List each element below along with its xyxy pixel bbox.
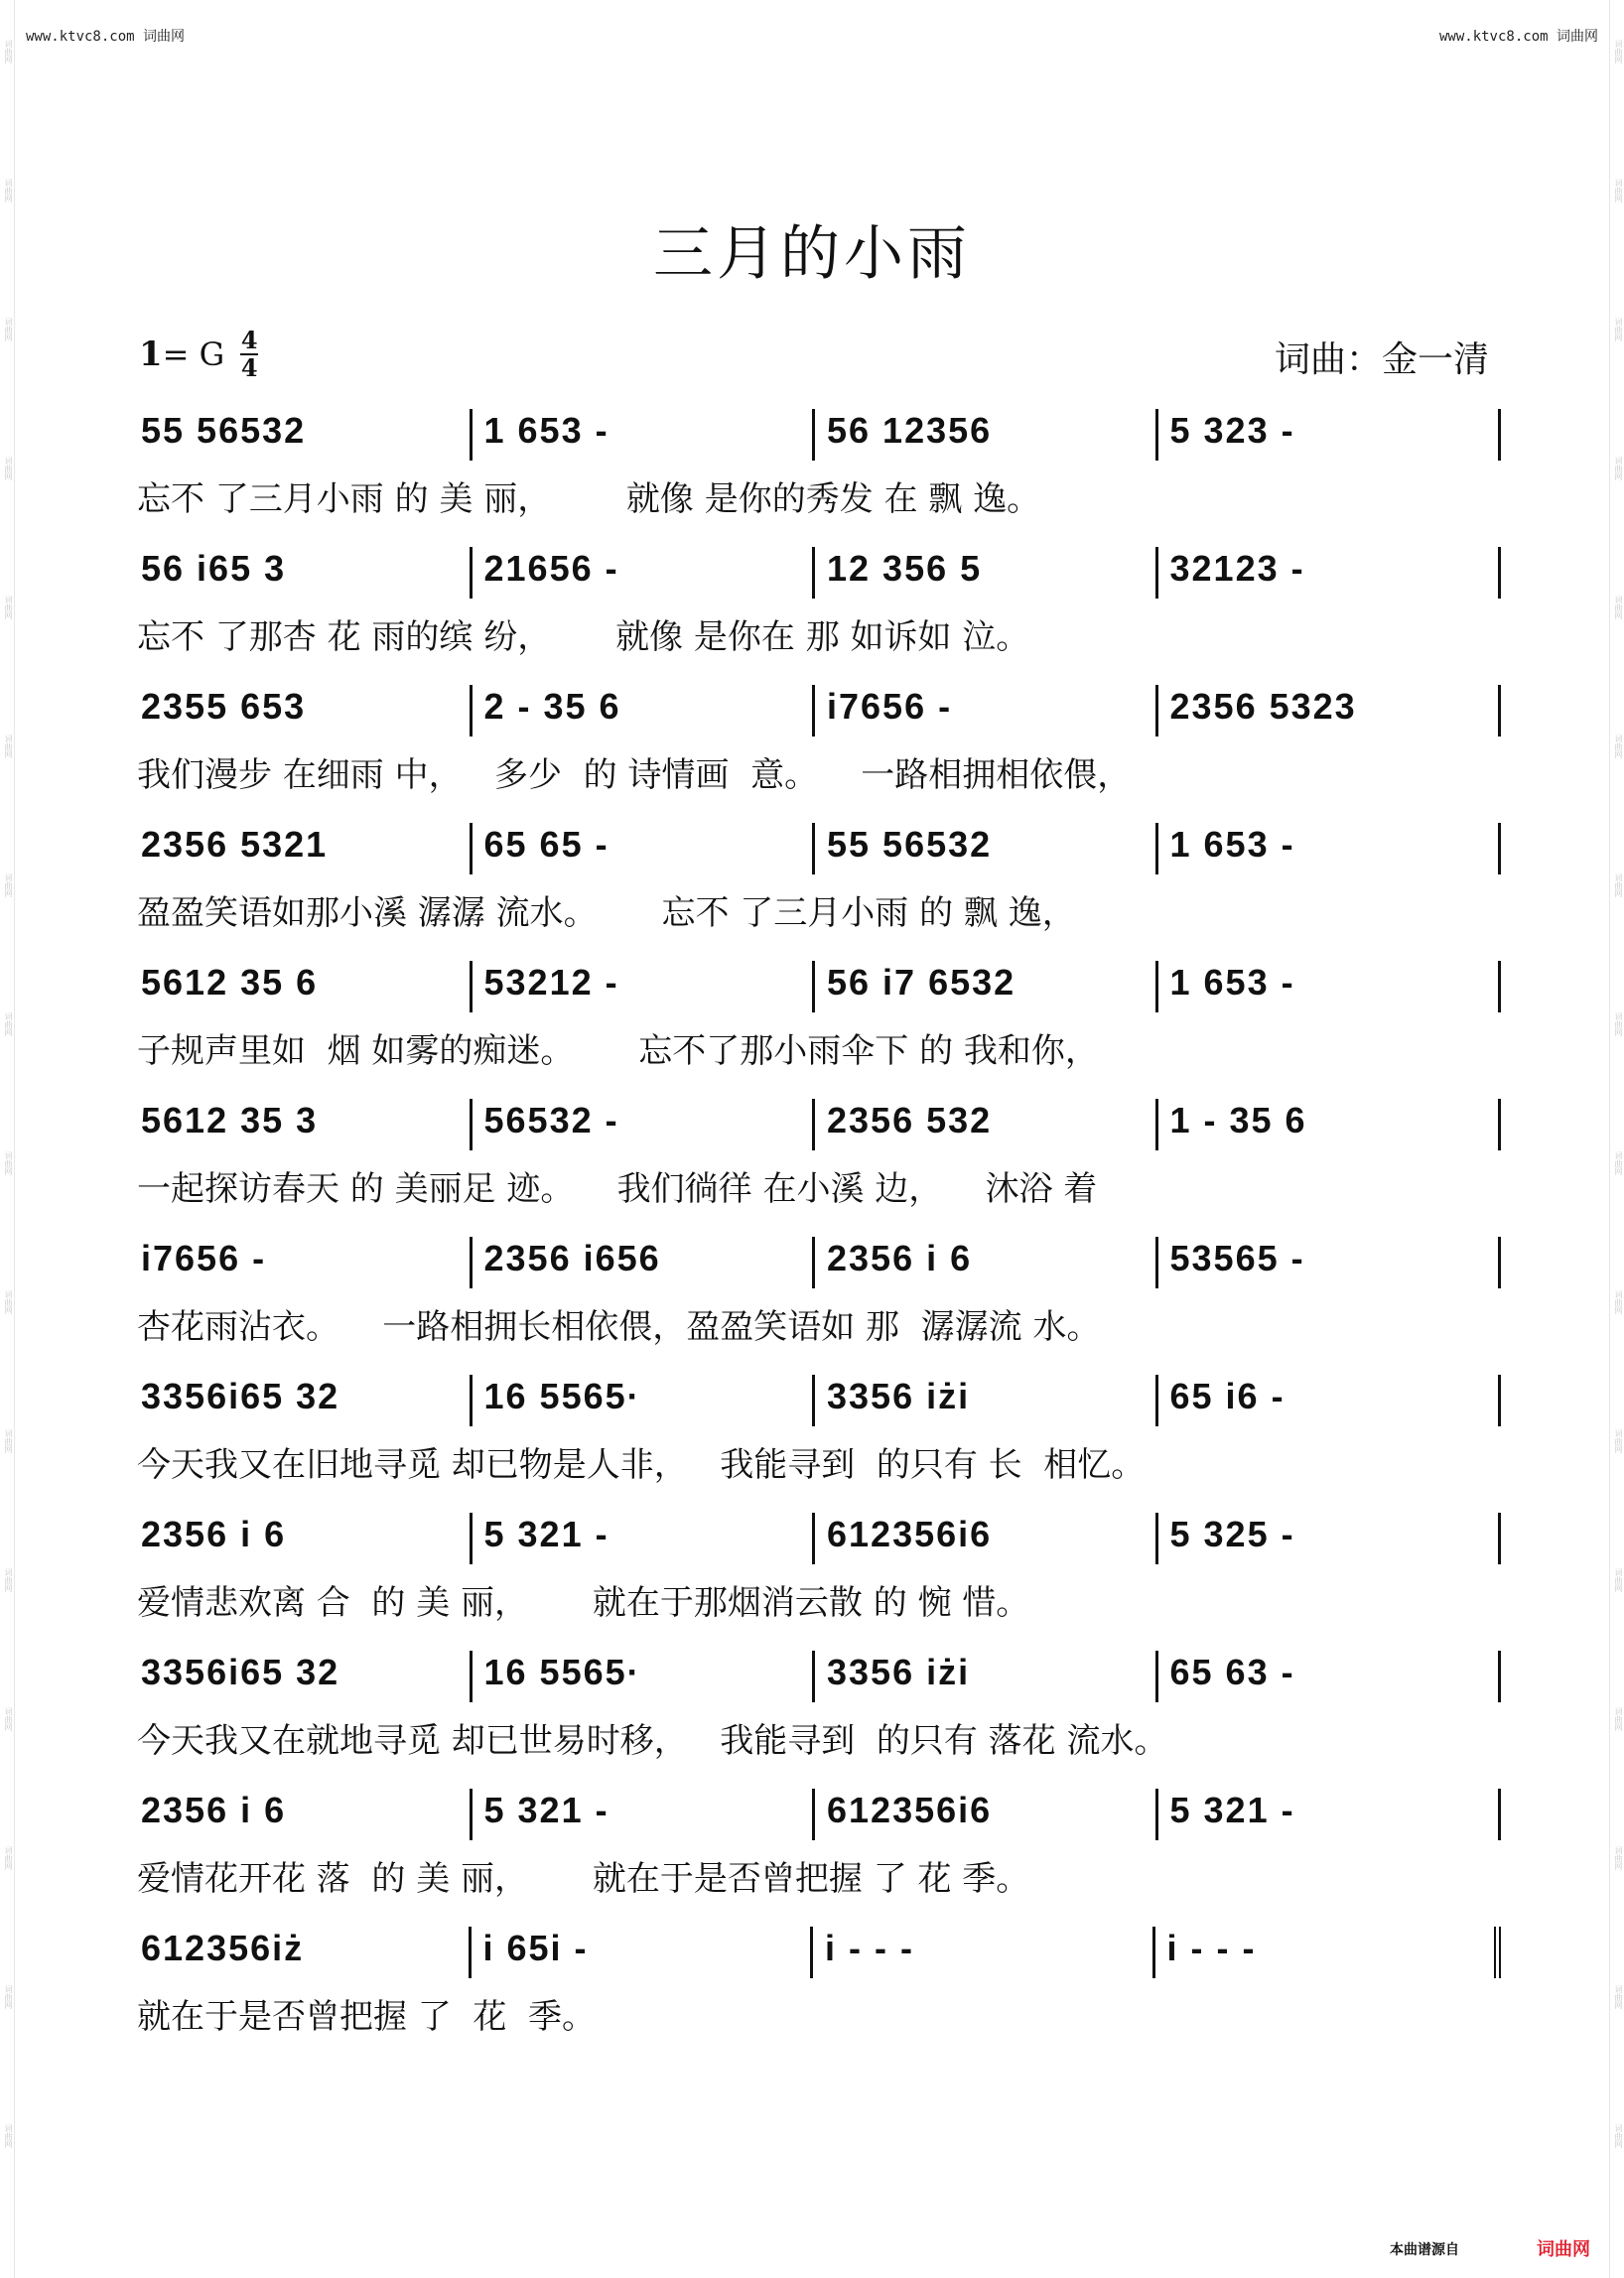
notation-row: [141, 547, 1501, 603]
measure: 2356 i656: [473, 1237, 816, 1288]
measure: 3356i65 32: [141, 1375, 473, 1426]
measure: 5 321 -: [1158, 1789, 1502, 1840]
lyric-line: 忘不 了三月小雨 的 美 丽， 就像 是你的秀发 在 飘 逸。: [137, 479, 1041, 519]
measure: 612356iż: [141, 1927, 472, 1978]
measure: 1 653 -: [473, 409, 816, 461]
measure: 32123 -: [1158, 547, 1502, 599]
measure: 53212 -: [473, 961, 816, 1012]
notation-row: [141, 685, 1501, 740]
measure: 1 653 -: [1158, 823, 1502, 874]
edge-watermark: 词曲网: [1614, 40, 1623, 64]
measure: i - - -: [1155, 1927, 1502, 1978]
lyric-line: 忘不 了那杏 花 雨的缤 纷， 就像 是你在 那 如诉如 泣。: [137, 617, 1030, 657]
notation-row: [141, 1927, 1501, 1982]
edge-watermark: 词曲网: [1614, 457, 1623, 480]
time-top: 4: [240, 326, 258, 354]
edge-watermark: 词曲网: [1614, 735, 1623, 758]
measure: i 65i -: [472, 1927, 814, 1978]
measure: 2356 5323: [1158, 685, 1502, 737]
lyric-line: 盈盈笑语如那小溪 潺潺 流水。 忘不 了三月小雨 的 飘 逸，: [137, 893, 1076, 933]
song-title: 三月的小雨: [653, 219, 971, 289]
measure: 53565 -: [1158, 1237, 1502, 1288]
edge-watermark: 词曲网: [1614, 1846, 1623, 1870]
measure: 3356i65 32: [141, 1651, 473, 1702]
measure: 65 65 -: [473, 823, 816, 874]
measure: 1 - 35 6: [1158, 1099, 1502, 1150]
measure: 612356i6: [815, 1789, 1158, 1840]
measure: i7656 -: [815, 685, 1158, 737]
notation-row: [141, 1789, 1501, 1844]
measure: 56532 -: [473, 1099, 816, 1150]
notation-row: [141, 823, 1501, 878]
lyric-line: 就在于是否曾把握 了 花 季。: [137, 1997, 597, 2037]
measure: 2 - 35 6: [473, 685, 816, 737]
measure: 16 5565·: [473, 1651, 816, 1702]
edge-watermark: 词曲网: [4, 457, 13, 480]
edge-watermark: 词曲网: [1614, 318, 1623, 341]
measure: 2356 532: [815, 1099, 1158, 1150]
measure: 56 i65 3: [141, 547, 473, 599]
right-edge-strip: [1609, 0, 1624, 2278]
edge-watermark: 词曲网: [1614, 1012, 1623, 1036]
measure: 612356i6: [815, 1513, 1158, 1564]
measure: 2356 5321: [141, 823, 473, 874]
notation-row: [141, 1099, 1501, 1154]
edge-watermark: 词曲网: [4, 1290, 13, 1314]
lyric-line: 我们漫步 在细雨 中， 多少 的 诗情画 意。 一路相拥相依偎，: [137, 755, 1132, 795]
time-bottom: 4: [240, 353, 258, 382]
edge-watermark: 词曲网: [4, 1846, 13, 1870]
edge-watermark: 词曲网: [1614, 1290, 1623, 1314]
left-edge-strip: [0, 0, 15, 2278]
edge-watermark: 词曲网: [1614, 1429, 1623, 1453]
edge-watermark: 词曲网: [1614, 873, 1623, 897]
edge-watermark: 词曲网: [1614, 1985, 1623, 2009]
notation-row: [141, 409, 1501, 465]
edge-watermark: 词曲网: [4, 1985, 13, 2009]
measure: 16 5565·: [473, 1375, 816, 1426]
measure: 2356 i 6: [141, 1513, 473, 1564]
site-header-left[interactable]: www.ktvc8.com 词曲网: [26, 29, 186, 45]
lyric-line: 今天我又在旧地寻觅 却已物是人非， 我能寻到 的只有 长 相忆。: [137, 1445, 1146, 1485]
measure: 5612 35 3: [141, 1099, 473, 1150]
edge-watermark: 词曲网: [4, 1568, 13, 1592]
footer-site-label[interactable]: 词曲网: [1537, 2239, 1590, 2260]
measure: 5 321 -: [473, 1789, 816, 1840]
measure: 2356 i 6: [815, 1237, 1158, 1288]
measure: 12 356 5: [815, 547, 1158, 599]
measure: 65 63 -: [1158, 1651, 1502, 1702]
lyric-line: 杏花雨沾衣。 一路相拥长相依偎，盈盈笑语如 那 潺潺流 水。: [137, 1307, 1101, 1347]
measure: 21656 -: [473, 547, 816, 599]
lyric-line: 一起探访春天 的 美丽足 迹。 我们徜徉 在小溪 边， 沐浴 着: [137, 1169, 1098, 1209]
time-signature: [240, 328, 258, 381]
edge-watermark: 词曲网: [4, 318, 13, 341]
measure: 5 325 -: [1158, 1513, 1502, 1564]
measure: 56 i7 6532: [815, 961, 1158, 1012]
footer-source-label: 本曲谱源自: [1390, 2242, 1459, 2258]
edge-watermark: 词曲网: [4, 1151, 13, 1175]
key-name: = G: [162, 335, 225, 373]
edge-watermark: 词曲网: [4, 735, 13, 758]
edge-watermark: 词曲网: [1614, 1568, 1623, 1592]
measure: i7656 -: [141, 1237, 473, 1288]
measure: 56 12356: [815, 409, 1158, 461]
edge-watermark: 词曲网: [4, 40, 13, 64]
lyric-line: 爱情花开花 落 的 美 丽， 就在于是否曾把握 了 花 季。: [137, 1859, 1030, 1899]
key-signature: [139, 328, 258, 381]
measure: 3356 iżi: [815, 1651, 1158, 1702]
author: 词曲：金一清: [1274, 339, 1489, 380]
measure: 5612 35 6: [141, 961, 473, 1012]
edge-watermark: 词曲网: [4, 1012, 13, 1036]
notation-row: [141, 1375, 1501, 1430]
edge-watermark: 词曲网: [4, 1707, 13, 1731]
notation-row: [141, 1513, 1501, 1568]
measure: i - - -: [813, 1927, 1155, 1978]
key-one: 1: [139, 335, 163, 374]
lyric-line: 子规声里如 烟 如雾的痴迷。 忘不了那小雨伞下 的 我和你，: [137, 1031, 1099, 1071]
site-header-right[interactable]: www.ktvc8.com 词曲网: [1438, 29, 1598, 45]
edge-watermark: 词曲网: [4, 1429, 13, 1453]
measure: 2355 653: [141, 685, 473, 737]
measure: 55 56532: [141, 409, 473, 461]
edge-watermark: 词曲网: [1614, 179, 1623, 202]
edge-watermark: 词曲网: [4, 873, 13, 897]
edge-watermark: 词曲网: [4, 2124, 13, 2148]
edge-watermark: 词曲网: [1614, 1151, 1623, 1175]
edge-watermark: 词曲网: [1614, 1707, 1623, 1731]
edge-watermark: 词曲网: [1614, 596, 1623, 619]
edge-watermark: 词曲网: [4, 596, 13, 619]
lyric-line: 爱情悲欢离 合 的 美 丽， 就在于那烟消云散 的 惋 惜。: [137, 1583, 1030, 1623]
notation-row: [141, 961, 1501, 1016]
lyric-line: 今天我又在就地寻觅 却已世易时移， 我能寻到 的只有 落花 流水。: [137, 1721, 1168, 1761]
measure: 5 323 -: [1158, 409, 1502, 461]
measure: 2356 i 6: [141, 1789, 473, 1840]
measure: 3356 iżi: [815, 1375, 1158, 1426]
edge-watermark: 词曲网: [4, 179, 13, 202]
measure: 65 i6 -: [1158, 1375, 1502, 1426]
notation-row: [141, 1237, 1501, 1292]
notation-row: [141, 1651, 1501, 1706]
measure: 5 321 -: [473, 1513, 816, 1564]
measure: 1 653 -: [1158, 961, 1502, 1012]
measure: 55 56532: [815, 823, 1158, 874]
edge-watermark: 词曲网: [1614, 2124, 1623, 2148]
